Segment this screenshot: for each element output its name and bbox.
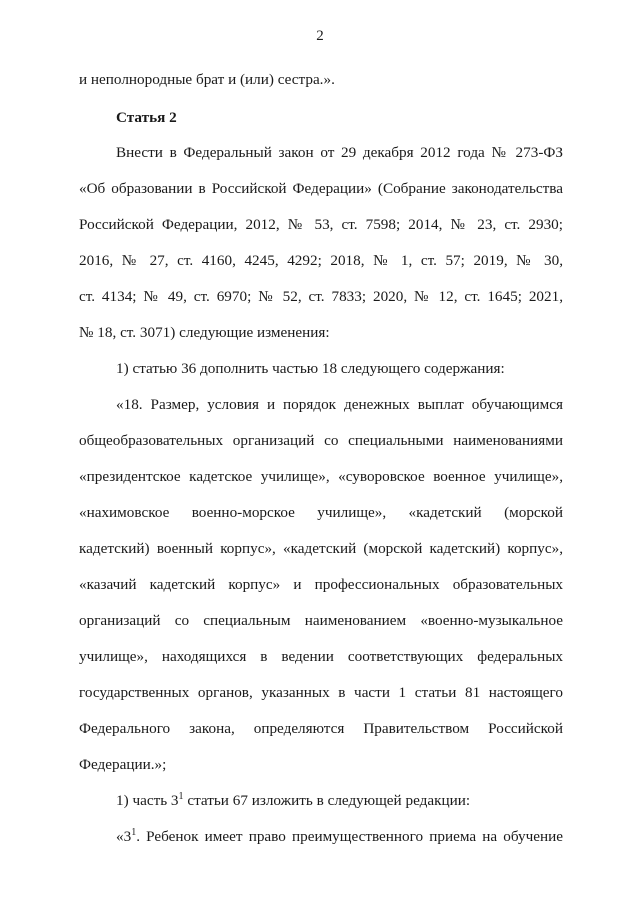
text-line: 1) статью 36 дополнить частью 18 следующего содержания: (116, 360, 505, 377)
text-line: кадетский) военный корпус», «кадетский (морской кадетский) корпус», (79, 540, 563, 557)
text-line: ст. 4134; № 49, ст. 6970; № 52, ст. 7833; 2020, № 12, ст. 1645; 2021, (79, 288, 563, 305)
text-line: Внести в Федеральный закон от 29 декабря 2012 года № 273-ФЗ (116, 144, 563, 161)
text-line: «18. Размер, условия и порядок денежных выплат обучающимся (116, 396, 563, 413)
text-line (116, 827, 563, 847)
text-line (116, 791, 563, 811)
text-fragment: статьи 67 изложить в следующей редакции: (183, 792, 471, 809)
text-line: государственных органов, указанных в части 1 статьи 81 настоящего (79, 684, 563, 701)
text-line: 2016, № 27, ст. 4160, 4245, 4292; 2018, № 1, ст. 57; 2019, № 30, (79, 252, 563, 269)
text-line: общеобразовательных организаций со специальными наименованиями (79, 432, 563, 449)
text-line: «президентское кадетское училище», «суворовское военное училище», (79, 468, 563, 485)
text-line: Федерации.»; (79, 756, 167, 773)
text-line: Федерального закона, определяются Правительством Российской (79, 720, 563, 737)
article-heading: Статья 2 (116, 109, 177, 126)
text-fragment: . Ребенок имеет право преимущественного приема на обучение (136, 828, 563, 845)
text-line: № 18, ст. 3071) следующие изменения: (79, 324, 330, 341)
text-line: и неполнородные брат и (или) сестра.». (79, 71, 335, 88)
text-fragment: 1) часть 3 (116, 792, 179, 809)
text-line: Российской Федерации, 2012, № 53, ст. 7598; 2014, № 23, ст. 2930; (79, 216, 563, 233)
text-line: «нахимовское военно-морское училище», «кадетский (морской (79, 504, 563, 521)
text-line: «Об образовании в Российской Федерации» (Собрание законодательства (79, 180, 563, 197)
text-line: «казачий кадетский корпус» и профессиональных образовательных (79, 576, 563, 593)
text-fragment: «3 (116, 828, 132, 845)
text-line: училище», находящихся в ведении соответствующих федеральных (79, 648, 563, 665)
page-number: 2 (316, 28, 324, 44)
superscript: 1 (131, 826, 137, 838)
text-line: организаций со специальным наименованием «военно-музыкальное (79, 612, 563, 629)
superscript: 1 (178, 790, 184, 802)
